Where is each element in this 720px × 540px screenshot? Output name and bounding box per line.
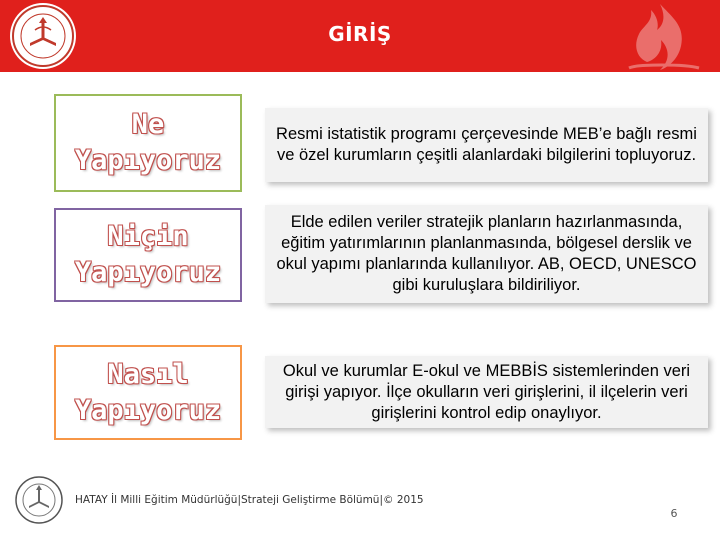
label-line-2: Yapıyoruz — [74, 394, 222, 426]
label-nicin-yapiyoruz — [75, 219, 221, 291]
label-box-nasil — [54, 345, 242, 440]
description-box-nasil: Okul ve kurumlar E-okul ve MEBBİS sistemlerinden veri girişi yapıyor. İlçe okulların veri girişlerini, il ilçelerin veri girişlerini kontrol edip onaylıyor. — [265, 356, 708, 428]
label-line-1: Nasıl — [107, 358, 189, 390]
label-box-ne — [54, 94, 242, 192]
meb-logo-icon — [14, 474, 64, 526]
label-ne-yapiyoruz — [75, 107, 221, 179]
footer-text: HATAY İl Milli Eğitim Müdürlüğü|Strateji Geliştirme Bölümü|© 2015 — [75, 494, 424, 506]
page-title: GİRİŞ — [328, 22, 392, 46]
description-box-nicin: Elde edilen veriler stratejik planların hazırlanmasında, eğitim yatırımlarının planlanmasında, bölgesel derslik ve okul yapımı planlarında kullanılıyor. AB, OECD, UNESCO gibi kuruluşlara bildiriliyor. — [265, 205, 708, 303]
label-line-2: Yapıyoruz — [74, 145, 222, 176]
label-line-1: Ne — [131, 109, 165, 140]
label-nasil-yapiyoruz — [75, 357, 221, 429]
label-line-1: Niçin — [107, 221, 189, 252]
description-box-ne: Resmi istatistik programı çerçevesinde MEB’e bağlı resmi ve özel kurumların çeşitli alanlardaki bilgilerini topluyoruz. — [265, 108, 708, 182]
label-line-2: Yapıyoruz — [74, 257, 222, 288]
label-box-nicin — [54, 208, 242, 302]
page-number: 6 — [670, 507, 678, 520]
header-bar — [0, 0, 720, 72]
flame-icon — [615, 0, 705, 72]
